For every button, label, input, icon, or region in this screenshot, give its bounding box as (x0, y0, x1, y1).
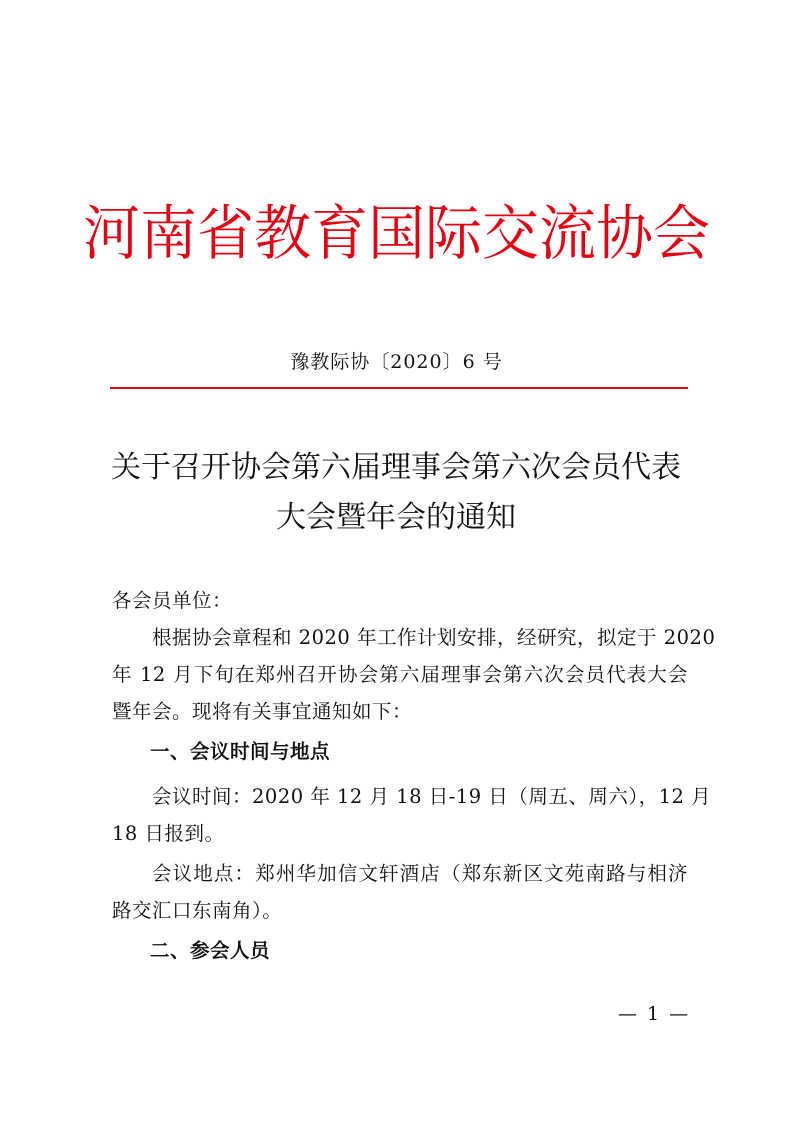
page-number: — 1 — (618, 1003, 691, 1025)
title-line-2: 大会暨年会的通知 (276, 500, 516, 535)
meeting-place-line-1: 会议地点：郑州华加信文轩酒店（郑东新区文苑南路与相济 (152, 862, 688, 885)
salutation: 各会员单位： (112, 589, 233, 612)
section-heading-attendees: 二、参会人员 (150, 939, 271, 962)
meeting-time-line-2: 18 日报到。 (112, 822, 225, 845)
section-heading-time-place: 一、会议时间与地点 (150, 740, 331, 763)
document-number: 豫教际协〔2020〕6 号 (290, 351, 503, 373)
document-title (96, 443, 696, 543)
red-divider (110, 387, 688, 389)
title-line-1: 关于召开协会第六届理事会第六次会员代表 (111, 450, 681, 485)
meeting-time-line-1: 会议时间：2020 年 12 月 18 日-19 日（周五、周六），12 月 (152, 785, 712, 808)
meeting-place-line-2: 路交汇口东南角）。 (112, 899, 283, 922)
intro-paragraph-line-1: 根据协会章程和 2020 年工作计划安排，经研究，拟定于 2020 (152, 626, 716, 649)
intro-paragraph-line-3: 暨年会。现将有关事宜通知如下： (112, 700, 413, 723)
organization-header: 河南省教育国际交流协会 (83, 199, 710, 269)
intro-paragraph-line-2: 年 12 月下旬在郑州召开协会第六届理事会第六次会员代表大会 (112, 663, 688, 686)
